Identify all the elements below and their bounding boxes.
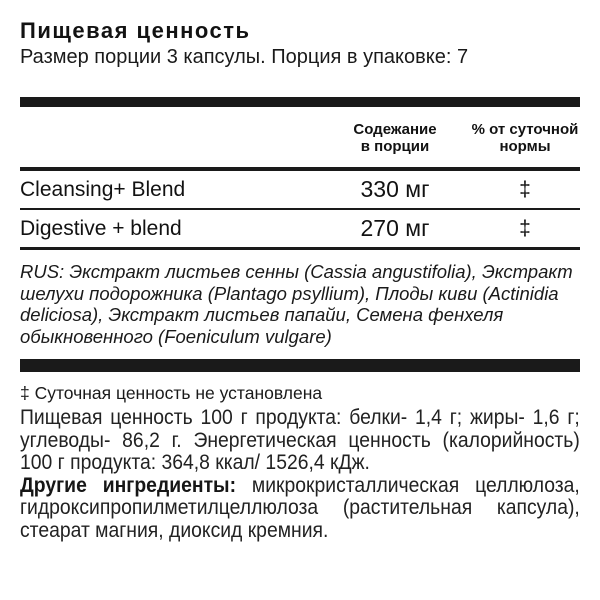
daily-value-footnote: ‡ Суточная ценность не установлена xyxy=(20,383,323,403)
daily-value-column-header-line1: % от суточной xyxy=(471,121,579,138)
amount-column-header xyxy=(320,121,470,155)
label-title: Пищевая ценность xyxy=(20,18,251,43)
daily-value-column-header-line2: нормы xyxy=(499,138,551,155)
ingredient-amount: 330 мг xyxy=(360,176,430,202)
thick-rule-top xyxy=(20,97,580,107)
ingredient-name: Cleansing+ Blend xyxy=(20,178,186,201)
ingredient-daily-value: ‡ xyxy=(519,177,531,201)
thick-rule-bottom xyxy=(20,359,580,372)
table-row xyxy=(20,171,580,210)
table-header-row xyxy=(20,107,580,171)
other-ingredients-label: Другие ингредиенты: xyxy=(20,472,237,497)
condensed-text-block xyxy=(20,406,580,541)
daily-value-column-header xyxy=(470,121,580,155)
amount-column-header-line2: в порции xyxy=(360,138,430,155)
ingredient-name: Digestive + blend xyxy=(20,217,182,240)
amount-column-header-line1: Содежание xyxy=(353,121,437,138)
ingredient-amount: 270 мг xyxy=(360,215,430,241)
other-ingredients-paragraph xyxy=(20,474,580,542)
other-ingredients-text: микрокристаллическая целлюлоза, гидроксипропилметилцеллюлоза (растительная капсула), стеарат магния, диоксид кремния. xyxy=(20,472,580,542)
table-row xyxy=(20,210,580,250)
serving-size-line: Размер порции 3 капсулы. Порция в упаковке: 7 xyxy=(20,46,469,68)
footnotes-block xyxy=(20,406,580,541)
nutrition-per-100g-paragraph: Пищевая ценность 100 г продукта: белки- 1,4 г; жиры- 1,6 г; углеводы- 86,2 г. Энергетическая ценность (калорийность) 100 г продукта: 364,8 ккал/ 1526,4 кДж. xyxy=(20,405,580,474)
ingredient-daily-value: ‡ xyxy=(519,216,531,240)
ingredients-composition-paragraph: RUS: Экстракт листьев сенны (Cassia angustifolia), Экстракт шелухи подорожника (Plantago psyllium), Плоды киви (Actinidia deliciosa), Экстракт листьев папайи, Семена фенхеля обыкновенного (Foeniculum vulgare) xyxy=(20,261,573,347)
